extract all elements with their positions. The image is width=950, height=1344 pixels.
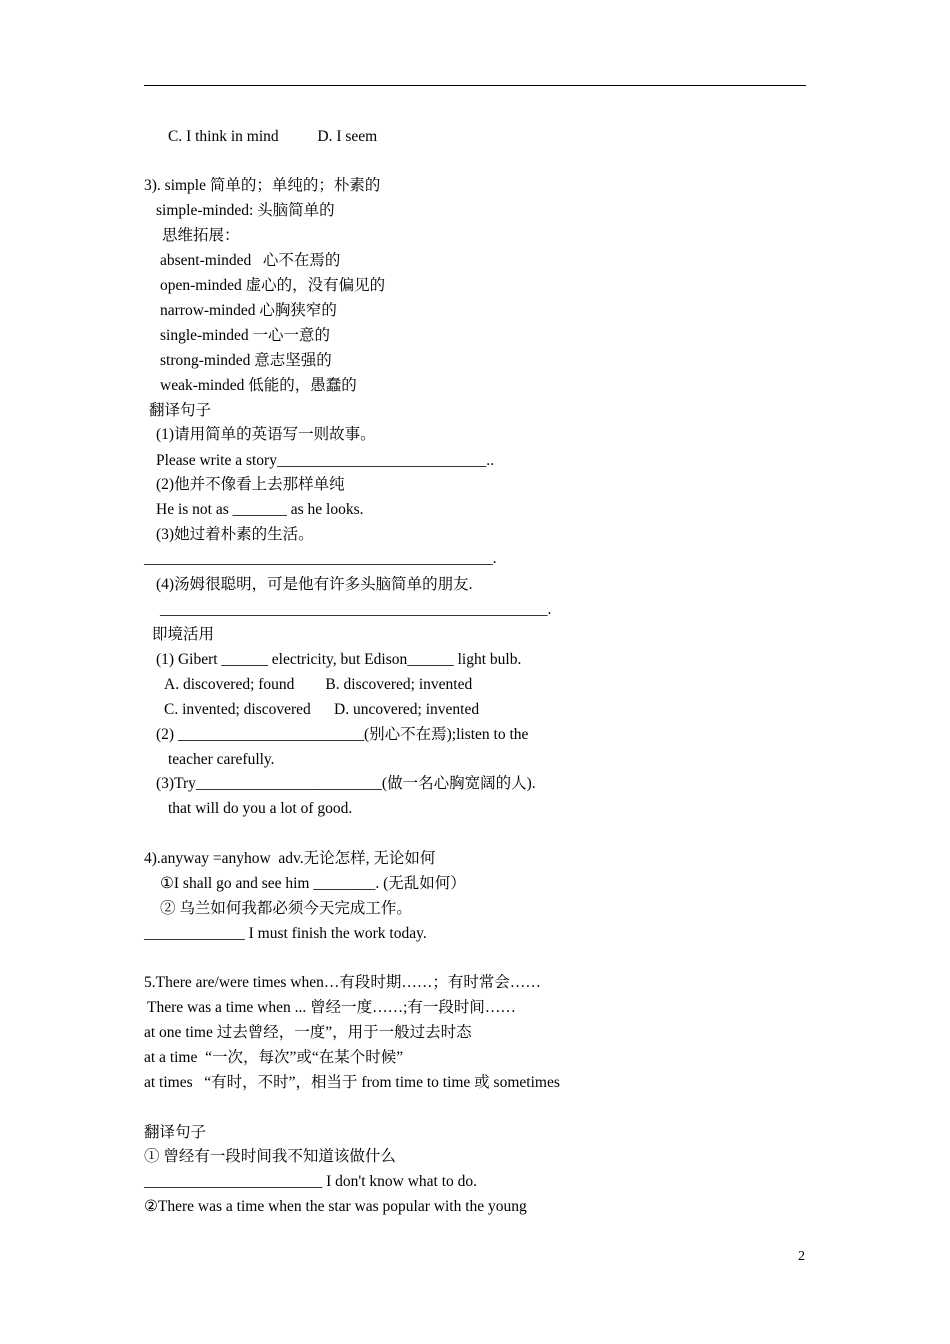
text-line: ①I shall go and see him ________. (无乱如何） <box>160 875 466 892</box>
text-line: teacher carefully. <box>168 751 275 768</box>
text-line: A. discovered; found B. discovered; invented <box>164 676 473 693</box>
text-line: that will do you a lot of good. <box>168 800 353 817</box>
text-line: weak-minded 低能的，愚蠢的 <box>160 377 357 394</box>
text-line: at times “有时，不时”，相当于 from time to time 或 sometimes <box>144 1074 560 1091</box>
subsection-heading: 翻译句子 <box>149 402 212 419</box>
section-heading: 5.There are/were times when…有段时期……；有时常会…… <box>144 974 541 991</box>
text-line: strong-minded 意志坚强的 <box>160 352 332 369</box>
text-line: (1) Gibert ______ electricity, but Edison______ light bulb. <box>156 651 522 668</box>
page-number: 2 <box>798 1249 805 1264</box>
section-heading: 4).anyway =anyhow adv.无论怎样, 无论如何 <box>144 850 436 867</box>
text-line: (4)汤姆很聪明，可是他有许多头脑简单的朋友. <box>156 576 473 593</box>
text-line: (2)他并不像看上去那样单纯 <box>156 476 345 493</box>
text-line: at a time “一次，每次”或“在某个时候” <box>144 1049 404 1066</box>
text-line: open-minded 虚心的，没有偏见的 <box>160 277 386 294</box>
text-line: ② 乌兰如何我都必须今天完成工作。 <box>160 900 412 917</box>
text-line: single-minded 一心一意的 <box>160 327 331 344</box>
text-line: _______________________ I don't know what to do. <box>144 1173 478 1190</box>
text-line: (1)请用简单的英语写一则故事。 <box>156 426 376 443</box>
text-line: (3)她过着朴素的生活。 <box>156 526 314 543</box>
text-line: _____________ I must finish the work today. <box>144 925 427 942</box>
text-line: ① 曾经有一段时间我不知道该做什么 <box>144 1148 396 1165</box>
text-line: 思维拓展： <box>162 227 240 244</box>
text-line: C. invented; discovered D. uncovered; invented <box>164 701 480 718</box>
text-line: He is not as _______ as he looks. <box>156 501 364 518</box>
header-rule <box>144 85 806 86</box>
text-line: There was a time when ... 曾经一度……;有一段时间…… <box>147 999 516 1016</box>
text-line: simple-minded: 头脑简单的 <box>156 202 335 219</box>
text-line: narrow-minded 心胸狭窄的 <box>160 302 337 319</box>
text-line: (2) ________________________(别心不在焉);listen to the <box>156 726 529 743</box>
text-line: Please write a story___________________________.. <box>156 452 494 469</box>
text-line: C. I think in mind D. I seem <box>168 128 378 145</box>
subsection-heading: 翻译句子 <box>144 1124 207 1141</box>
section-heading: 3). simple 简单的；单纯的；朴素的 <box>144 177 381 194</box>
text-line: at one time 过去曾经，一度”，用于一般过去时态 <box>144 1024 472 1041</box>
text-line: absent-minded 心不在焉的 <box>160 252 341 269</box>
answer-blank: __________________________________________________. <box>160 601 552 618</box>
subsection-heading: 即境活用 <box>152 626 215 643</box>
text-line: ②There was a time when the star was popular with the young <box>144 1198 527 1215</box>
text-line: (3)Try________________________(做一名心胸宽阔的人). <box>156 775 536 792</box>
answer-blank: _____________________________________________. <box>144 550 497 567</box>
